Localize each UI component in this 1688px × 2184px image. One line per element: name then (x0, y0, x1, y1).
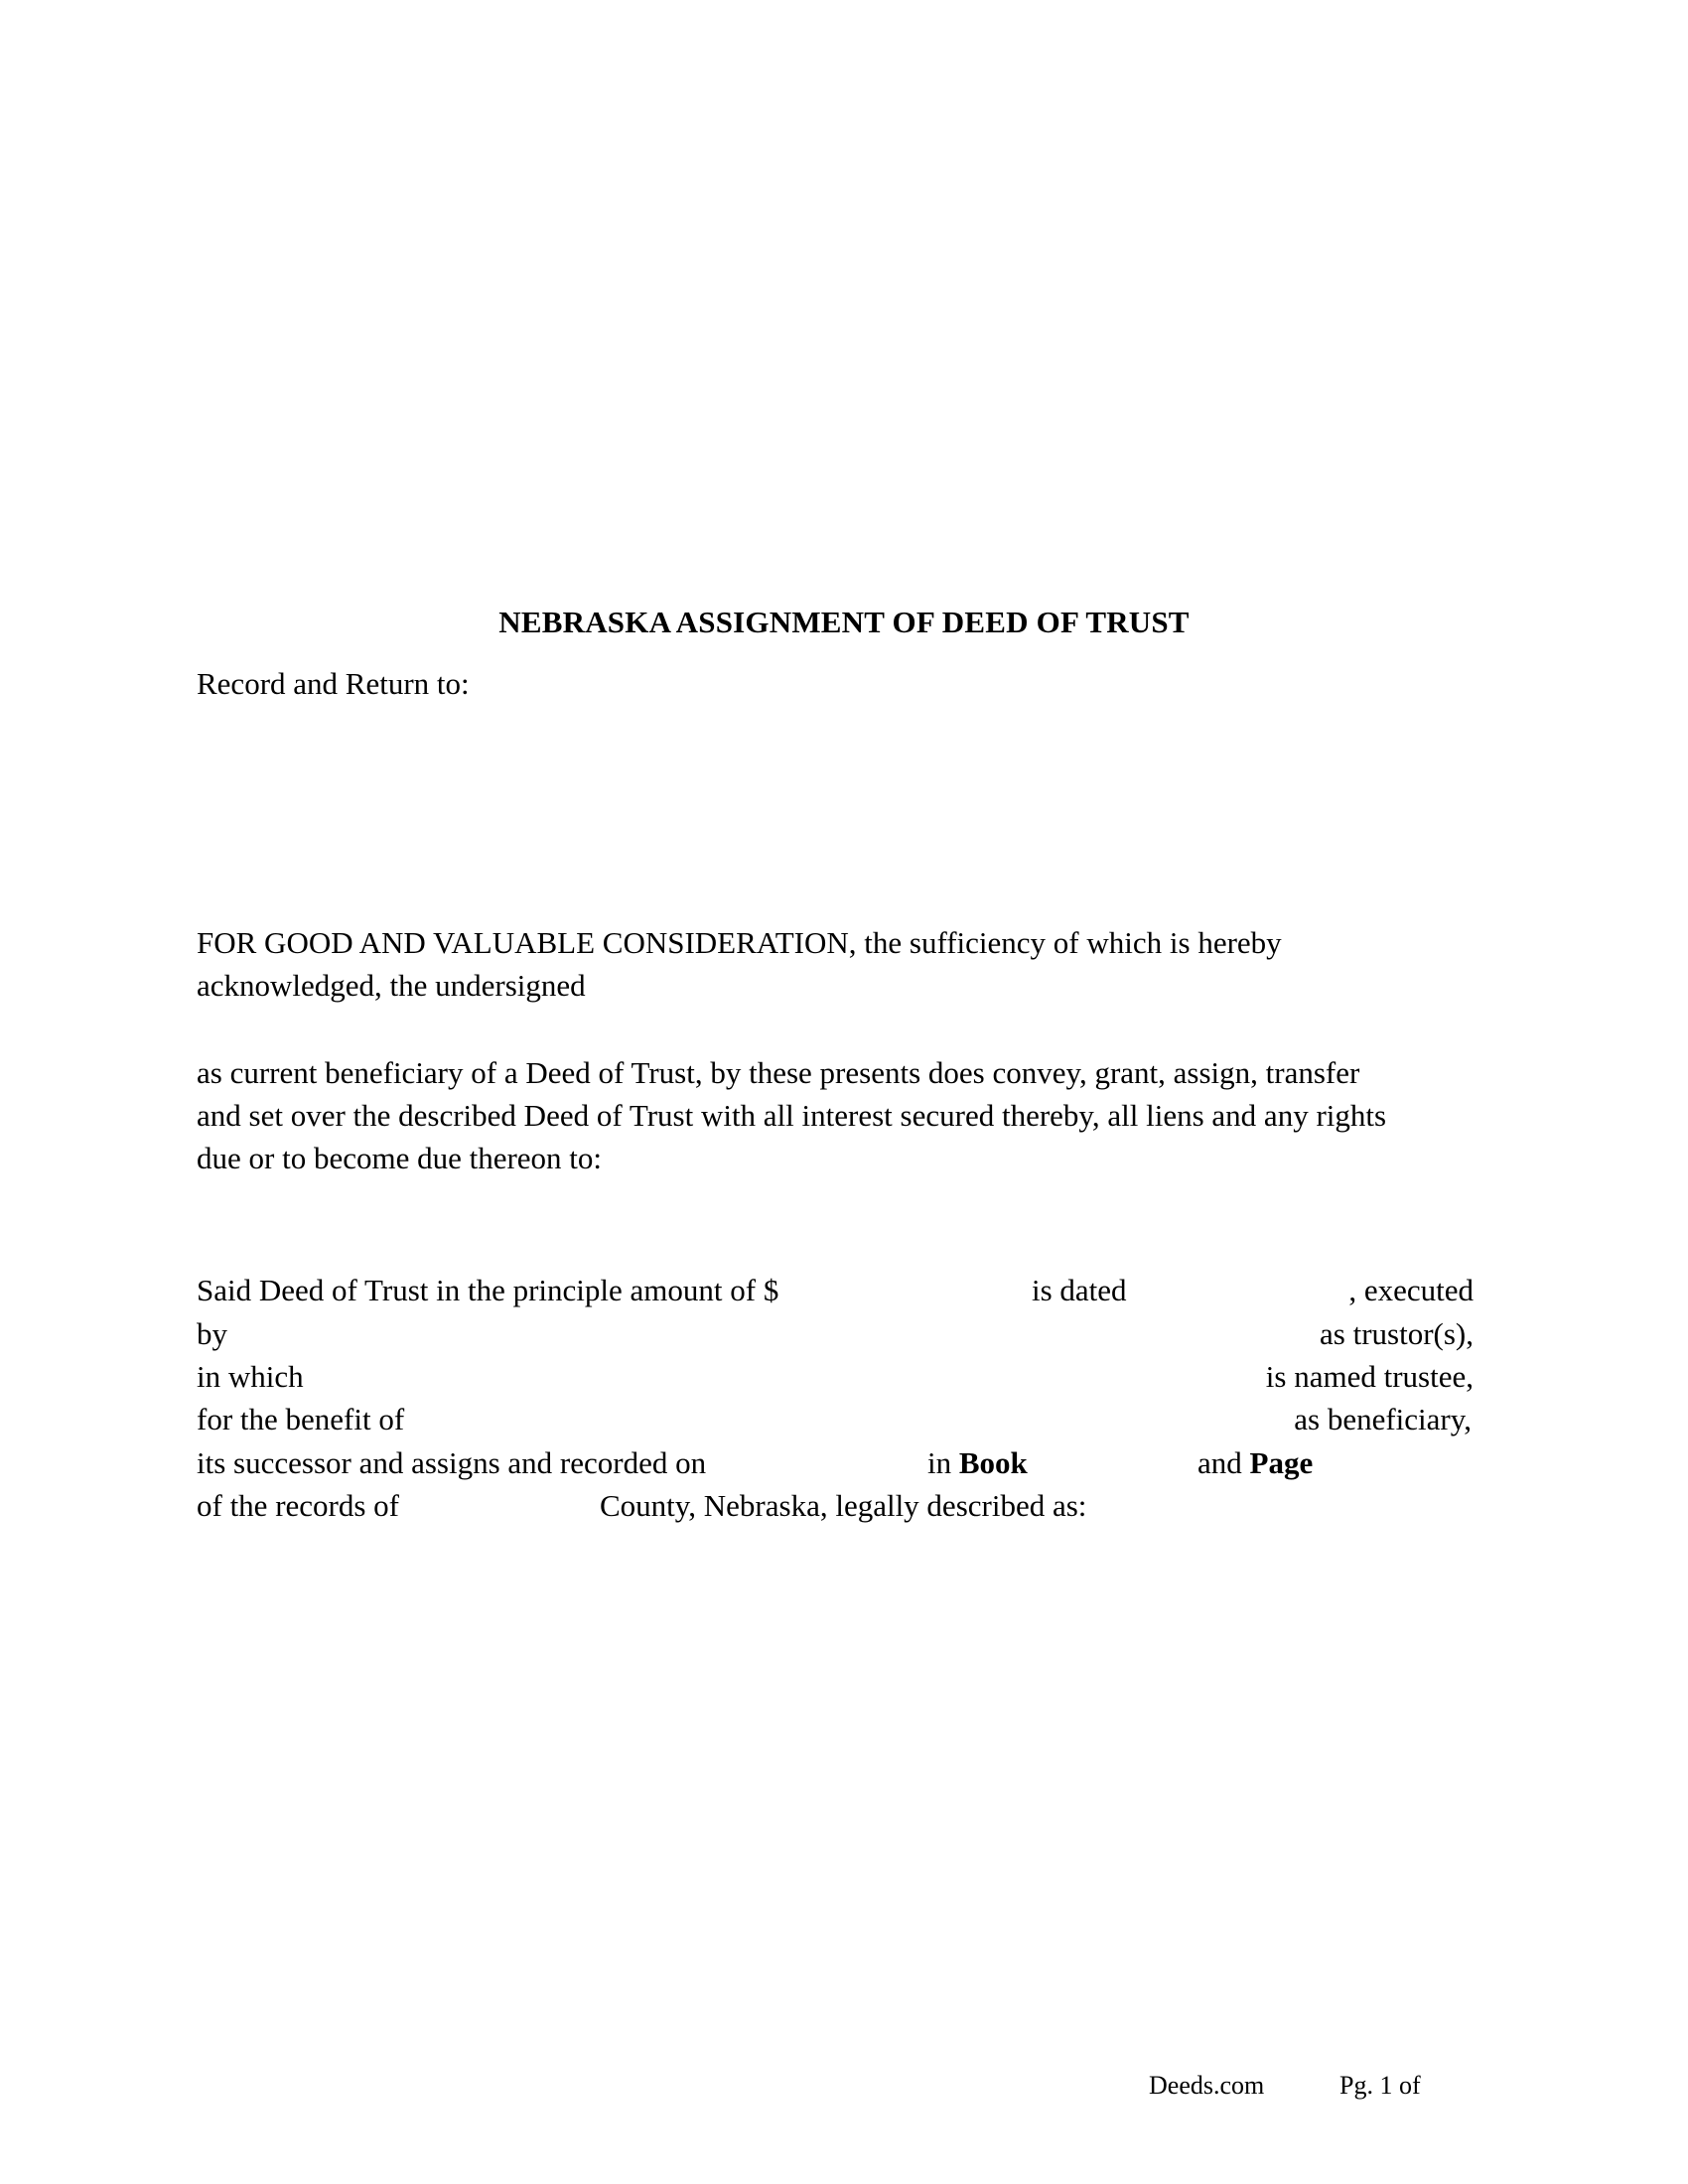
named-trustee-label: is named trustee, (1265, 1359, 1474, 1394)
document-title: NEBRASKA ASSIGNMENT OF DEED OF TRUST (498, 605, 1190, 639)
assignment-line-1: as current beneficiary of a Deed of Trust, by these presents does convey, grant, assign, transfer (197, 1055, 1360, 1090)
trustors-label: as trustor(s), (1320, 1316, 1474, 1351)
in-which-label: in which (197, 1359, 304, 1394)
benefit-of-label: for the benefit of (197, 1402, 405, 1436)
assignment-line-2: and set over the described Deed of Trust with all interest secured thereby, all liens and any rights (197, 1098, 1387, 1133)
in-word: in (927, 1445, 952, 1480)
executed-label: , executed (1348, 1273, 1474, 1307)
page-word: Page (1249, 1445, 1314, 1480)
principal-amount-label: Said Deed of Trust in the principle amount of $ (197, 1273, 779, 1307)
book-label (927, 1447, 1028, 1478)
page-label (1197, 1447, 1313, 1478)
beneficiary-label: as beneficiary, (1294, 1402, 1472, 1436)
records-of-label: of the records of (197, 1488, 399, 1523)
record-return-label: Record and Return to: (197, 666, 470, 701)
recorded-on-label: its successor and assigns and recorded on (197, 1445, 707, 1480)
assignment-line-3: due or to become due thereon to: (197, 1141, 603, 1175)
footer-page-number: Pg. 1 of (1339, 2071, 1421, 2100)
is-dated-label: is dated (1032, 1273, 1127, 1307)
footer-site: Deeds.com (1149, 2071, 1265, 2100)
book-word: Book (958, 1445, 1028, 1480)
consideration-line-1: FOR GOOD AND VALUABLE CONSIDERATION, the sufficiency of which is hereby (197, 925, 1282, 960)
and-word: and (1197, 1445, 1242, 1480)
county-label: County, Nebraska, legally described as: (600, 1488, 1087, 1523)
by-label: by (197, 1316, 227, 1351)
consideration-line-2: acknowledged, the undersigned (197, 968, 586, 1003)
